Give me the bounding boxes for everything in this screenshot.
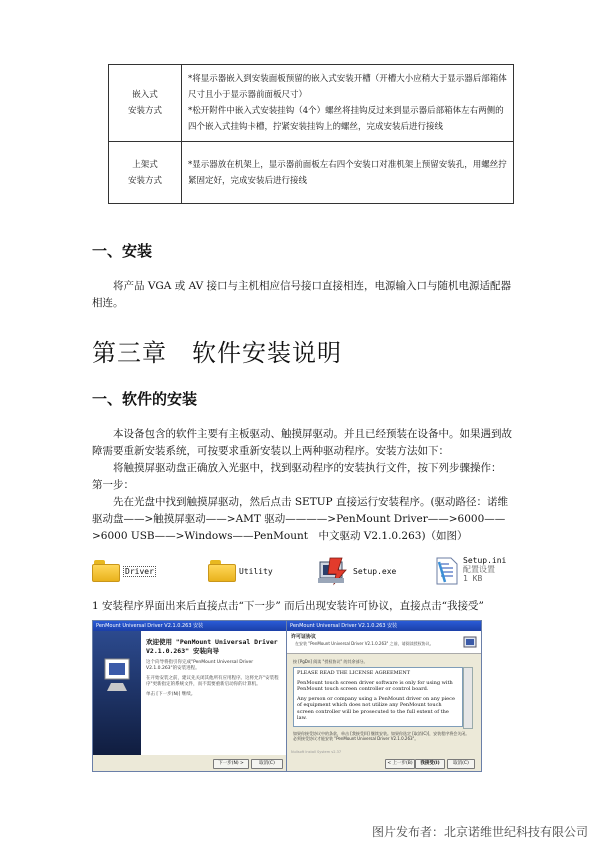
section-heading-install: 一、安装 — [92, 242, 153, 260]
paragraph: 先在光盘中找到触摸屏驱动，然后点击 SETUP 直接运行安装程序。(驱动路径：诺维驱动盘——>触摸屏驱动——>AMT 驱动————>PenMount Driver——>6000——>6000 USB——>Windows——PenMount 中文驱动 V2.1.0.263)（如图） — [92, 496, 509, 542]
file-setup-exe[interactable] — [318, 556, 396, 586]
license-hint: 按 [PgDn] 阅读 "授权协议" 的其余部分。 — [293, 659, 368, 664]
wizard-content — [141, 631, 287, 755]
welcome-text: 在开始安装之前，建议先关闭其他所有应用程序。这将允许"安装程序"更新指定的系统文件，而不需要重新启动你的计算机。 — [146, 676, 279, 687]
license-text: Any person or company using a PenMount driver on any piece of equipment which does not utilize any PenMount touch screen controller will be prosecuted to the full extent of the law. — [297, 695, 455, 721]
file-driver[interactable] — [92, 560, 156, 582]
table-desc-cell — [182, 65, 514, 142]
folder-icon — [208, 560, 236, 582]
table-label-cell — [109, 65, 182, 142]
row-desc: *显示器放在机架上，显示器前面板左右四个安装口对准机架上预留安装孔，用螺丝拧紧固定好，完成安装后进行接线 — [188, 159, 507, 186]
file-utility[interactable] — [208, 560, 273, 582]
file-size: 1 KB — [463, 574, 483, 583]
step1-caption: 1 安装程序界面出来后直接点击“下一步” 而后出现安装许可协议，直接点击“我接受” — [92, 600, 484, 612]
chapter-title: 第三章 软件安装说明 — [92, 339, 342, 367]
window-title: PenMount Universal Driver V2.1.0.263 安装 — [93, 621, 287, 631]
table-row — [109, 65, 514, 142]
license-header-sub: 在安装 "PenMount Universal Driver V2.1.0.263" 之前，请阅读授权协议。 — [295, 641, 434, 646]
paragraph: 第一步： — [92, 479, 134, 491]
welcome-heading: 欢迎使用 "PenMount Universal Driver V2.1.0.263" 安装向导 — [146, 638, 278, 655]
installer-box-icon — [93, 649, 141, 699]
publisher-footer: 图片发布者：北京诺维世纪科技有限公司 — [371, 825, 588, 839]
installer-license-screenshot — [286, 620, 482, 772]
file-name: Driver — [125, 566, 154, 576]
welcome-text: 这个向导将指引你完成"PenMount Universal Driver V2.1.0.263"的安装进程。 — [146, 660, 254, 671]
table-label-cell — [109, 142, 182, 204]
license-textbox[interactable] — [293, 667, 463, 727]
cancel-button[interactable]: 取消(C) — [251, 759, 283, 769]
license-scrollbar[interactable] — [463, 667, 473, 729]
installer-welcome-screenshot — [92, 620, 288, 772]
back-button[interactable]: < 上一步(B) — [385, 759, 415, 769]
row-label-line1: 嵌入式 — [132, 90, 158, 100]
table-row — [109, 142, 514, 204]
file-name: Setup.ini — [463, 556, 507, 565]
license-text: PenMount touch screen driver software is only for using with PenMount touch screen controller or control board. — [297, 679, 453, 692]
row-desc: *将显示器嵌入到安装面板预留的嵌入式安装开槽（开槽大小应稍大于显示器后部箱体尺寸且小于显示器前面板尺寸） — [188, 74, 507, 100]
row-label-line1: 上架式 — [132, 159, 158, 170]
installer-brand: Nullsoft Install System v2.37 — [291, 750, 342, 754]
table-desc-cell — [182, 142, 514, 204]
row-desc-2: *松开附件中嵌入式安装挂钩（4个）螺丝将挂钩反过来到显示器后部箱体左右两侧的四个嵌入式挂钩卡槽，拧紧安装挂钩上的螺丝，完成安装后进行接线 — [188, 106, 504, 132]
accept-note: 如果你接受协议中的条款，单击 [我接受(I)] 继续安装。如果你选定 [取消(C)]，安装程序将会关闭。必须接受协议才能安装 "PenMount Universal Driver V2.1.0.263"。 — [293, 731, 470, 741]
installer-icon — [318, 556, 352, 586]
accept-button[interactable]: 我接受(I) — [415, 759, 445, 769]
window-title: PenMount Universal Driver V2.1.0.263 安装 — [287, 621, 481, 631]
row-label-line2: 安装方式 — [127, 175, 162, 186]
installer-box-icon — [463, 635, 477, 649]
wizard-header — [287, 631, 481, 654]
welcome-text: 单击 [下一步(N)] 继续。 — [146, 692, 196, 697]
paragraph: 本设备包含的软件主要有主板驱动、触摸屏驱动。并且已经预装在设备中。如果遇到故障需要重新安装系统，可按要求重新安装以上两种驱动程序。安装方法如下： — [92, 428, 512, 457]
ini-file-icon — [434, 556, 460, 586]
section-heading-software: 一、软件的安装 — [92, 390, 198, 408]
wizard-side-banner — [93, 631, 141, 755]
license-header: 许可证协议 — [291, 634, 317, 640]
file-name: Setup.exe — [353, 566, 397, 576]
paragraph: 将触摸屏驱动盘正确放入光驱中，找到驱动程序的安装执行文件，按下列步骤操作： — [113, 462, 502, 474]
file-name: Utility — [239, 566, 273, 576]
next-button[interactable]: 下一步(N) > — [213, 759, 249, 769]
license-title: PLEASE READ THE LICENSE AGREEMENT — [297, 670, 411, 676]
install-method-table — [108, 64, 514, 204]
cancel-button[interactable]: 取消(C) — [447, 759, 475, 769]
section-body-install: 将产品 VGA 或 AV 接口与主机相应信号接口直接相连，电源输入口与随机电源适配器相连。 — [92, 280, 512, 309]
row-label-line2: 安装方式 — [127, 106, 162, 116]
file-type: 配置设置 — [463, 565, 495, 574]
folder-icon — [92, 560, 120, 582]
file-setup-ini[interactable] — [434, 556, 506, 586]
